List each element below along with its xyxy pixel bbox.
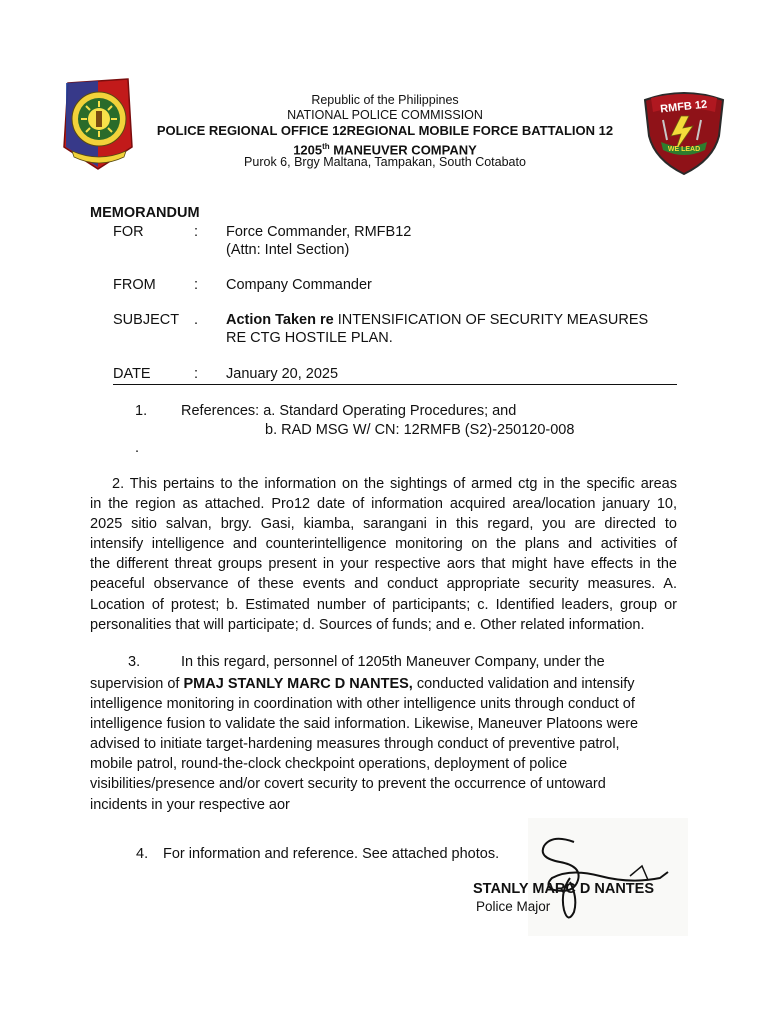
para3-number: 3. [128,654,141,670]
para2-line: peaceful observance of these events and conduct appropriate security measures. A. [90,576,677,593]
for-colon: : [194,224,199,240]
para2-line: 2. This pertains to the information on the sightings of armed ctg in the specific areas [112,476,677,492]
para3-line: intelligence fusion to validate the said information. Likewise, Maneuver Platoons were [90,716,639,733]
from-value: Company Commander [226,277,372,293]
subject-bold-prefix: Action Taken re [226,312,334,328]
para2-line: Location of protest; b. Estimated number of participants; c. Identified leaders, group or [90,596,677,613]
handwritten-signature [530,832,680,924]
subject-text: INTENSIFICATION OF SECURITY MEASURES [333,312,649,328]
header-napolcom: NATIONAL POLICE COMMISSION [287,108,483,122]
para3-supervision-text: supervision of [90,676,184,692]
para3-validation-text: conducted validation and intensify [412,676,635,692]
para2-line: personalities that will participate; d. Sources of funds; and e. Other related information. [90,616,645,633]
signatory-rank: Police Major [476,899,551,914]
para4-number: 4. [136,846,149,862]
date-label: DATE [113,366,151,382]
for-label: FOR [113,224,144,240]
svg-text:RMFB 12: RMFB 12 [659,98,708,116]
para3-line: visibilities/presence and/or covert security to prevent the occurrence of untoward [90,776,606,793]
para2-line: intensify intelligence and counterintelligence monitoring on the plans and activities of [90,536,677,553]
date-value: January 20, 2025 [226,366,339,382]
references-dot: . [135,440,140,456]
subject-label: SUBJECT [113,312,180,328]
header-company-name: MANEUVER COMPANY [329,142,477,158]
para3-line2 [90,674,677,694]
svg-text:WE LEAD: WE LEAD [667,146,701,153]
paragraph-3 [90,674,677,815]
memo-title: MEMORANDUM [90,205,200,221]
header-divider [113,384,677,385]
para3-officer-name: PMAJ STANLY MARC D NANTES, [183,676,413,692]
date-colon: : [194,366,199,382]
references-number: 1. [135,403,148,419]
header-office: POLICE REGIONAL OFFICE 12REGIONAL MOBILE FORCE BATTALION 12 [156,123,614,138]
header-company-suffix: th [322,142,330,151]
subject-colon: . [194,312,199,328]
para3-line: mobile patrol, round-the-clock checkpoint operations, deployment of police [90,756,568,773]
para3-line: intelligence monitoring in coordination with other intelligence units through conduct of [90,696,635,713]
header-company-number: 1205 [293,142,323,158]
references-line2: b. RAD MSG W/ CN: 12RMFB (S2)-250120-008 [265,422,575,438]
para3-line1: In this regard, personnel of 1205th Maneuver Company, under the [181,654,605,670]
for-attention: (Attn: Intel Section) [226,242,350,258]
header-address: Purok 6, Brgy Maltana, Tampakan, South Cotabato [244,155,526,169]
para2-line: 2025 sitio salvan, brgy. Gasi, kiamba, sarangani in this regard, you are directed to [90,516,677,533]
para2-line: the different threat groups present in your respective aors that might have effects in the [90,556,677,573]
from-colon: : [194,277,199,293]
para3-line: incidents in your respective aor [90,796,290,813]
references-line1: References: a. Standard Operating Procedures; and [181,403,517,419]
from-label: FROM [113,277,156,293]
rmfb12-shield-logo [641,90,727,176]
paragraph-2 [90,474,677,635]
signatory-name: STANLY MARC D NANTES [473,881,654,897]
para4-text: For information and reference. See attached photos. [163,846,500,862]
para2-line: in the region as attached. Pro12 date of information acquired area/location january 10, [90,496,677,513]
subject-line2: RE CTG HOSTILE PLAN. [226,330,393,346]
para3-line: advised to initiate target-hardening measures through conduct of preventive patrol, [90,736,620,753]
for-value: Force Commander, RMFB12 [226,224,412,240]
subject-value [226,312,677,328]
header-republic: Republic of the Philippines [311,93,459,107]
